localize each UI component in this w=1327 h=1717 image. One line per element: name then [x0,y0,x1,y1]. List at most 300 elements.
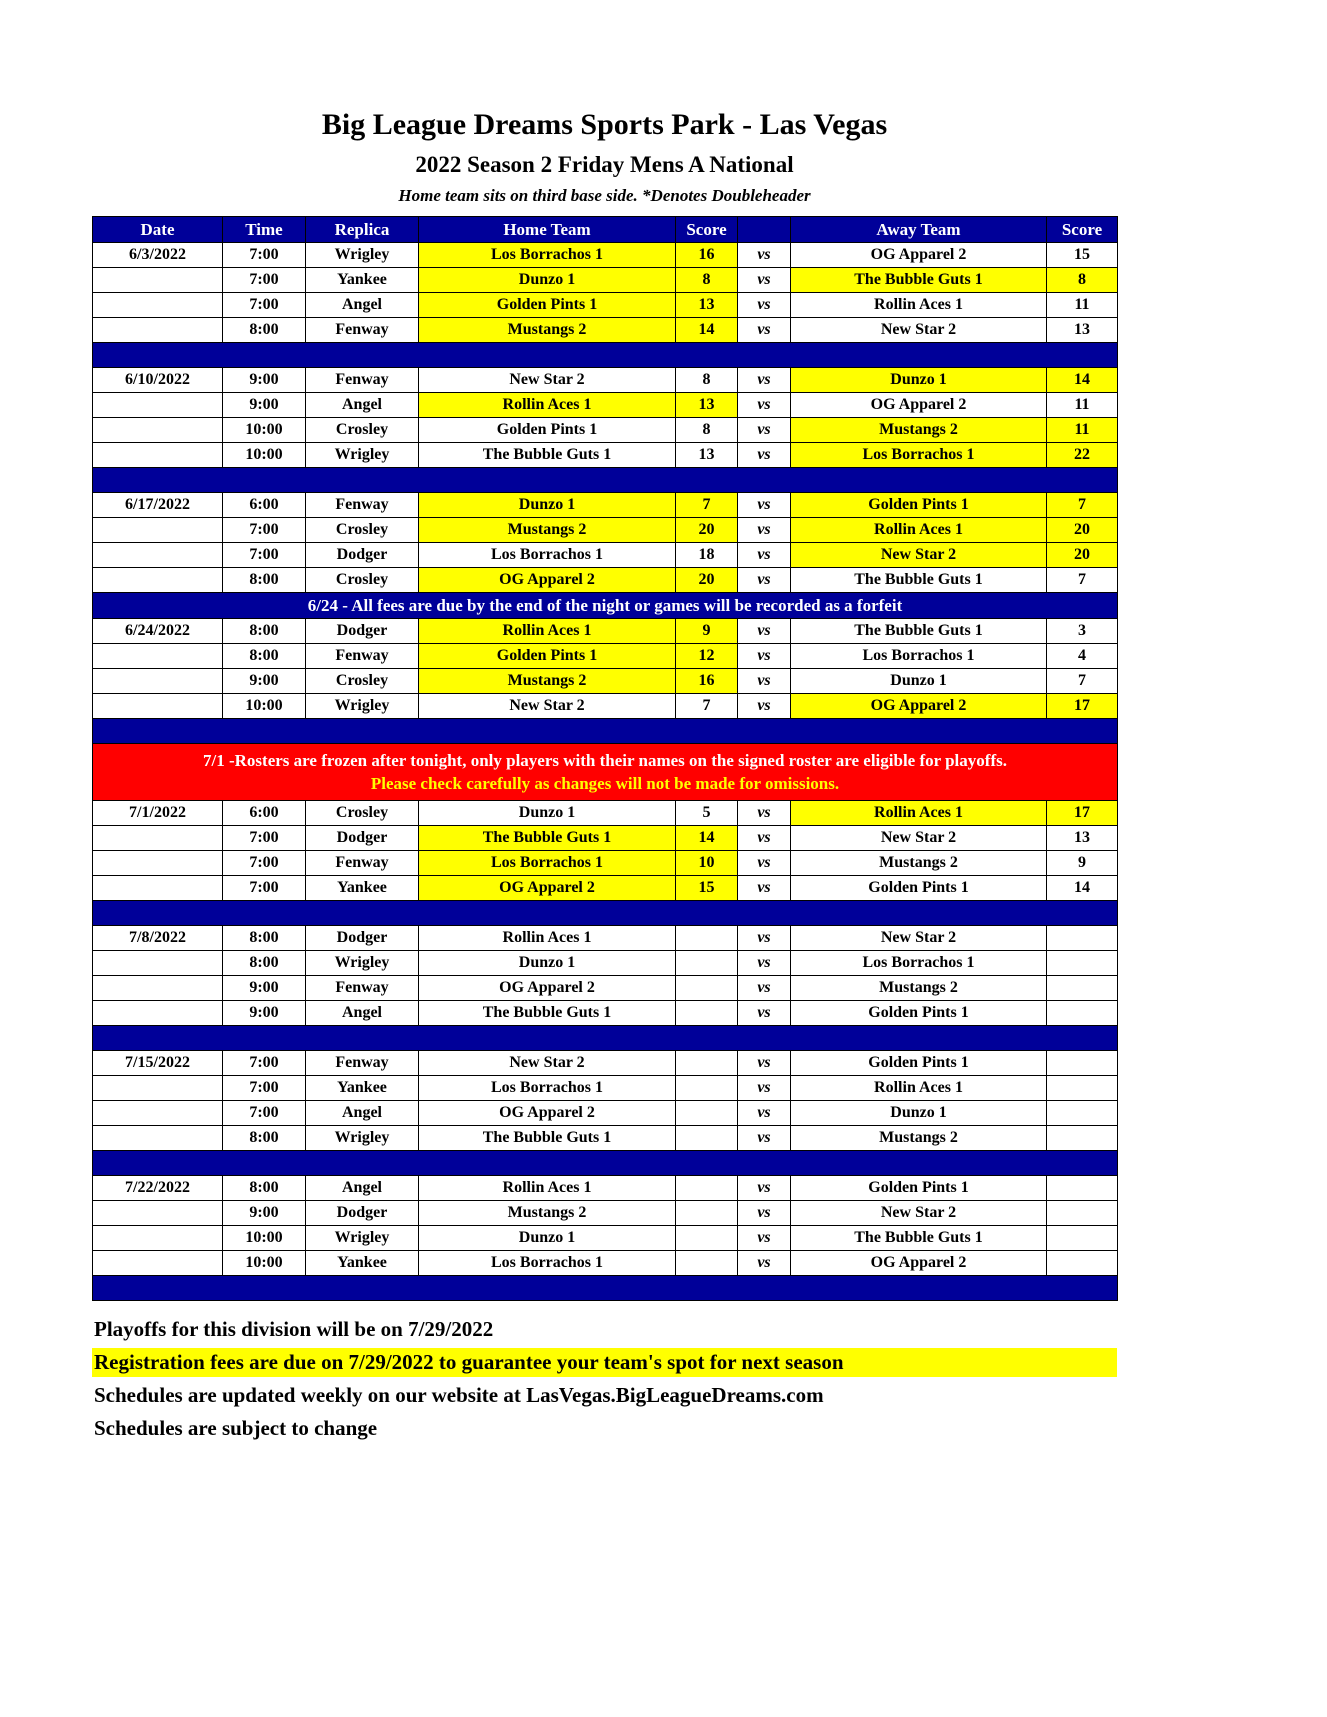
home-score-cell: 8 [676,418,738,443]
fees-banner-row [93,593,1118,619]
game-row [93,694,1118,719]
time-cell: 9:00 [223,393,306,418]
vs-label: vs [738,443,791,468]
away-team-cell: Los Borrachos 1 [791,951,1047,976]
game-row [93,826,1118,851]
home-team-cell: Mustangs 2 [419,669,676,694]
away-score-cell [1047,951,1118,976]
time-cell: 7:00 [223,543,306,568]
home-team-cell: Dunzo 1 [419,1226,676,1251]
home-score-cell: 8 [676,368,738,393]
vs-label: vs [738,976,791,1001]
replica-cell: Fenway [306,1051,419,1076]
vs-label: vs [738,644,791,669]
away-score-cell: 7 [1047,669,1118,694]
away-score-cell: 7 [1047,568,1118,593]
away-score-cell: 22 [1047,443,1118,468]
home-team-cell: Golden Pints 1 [419,418,676,443]
vs-label: vs [738,318,791,343]
time-cell: 8:00 [223,1176,306,1201]
replica-cell: Yankee [306,1251,419,1276]
game-row [93,443,1118,468]
replica-cell: Yankee [306,1076,419,1101]
away-score-cell [1047,926,1118,951]
vs-label: vs [738,826,791,851]
home-score-cell [676,951,738,976]
separator-cell [93,1151,1118,1176]
home-score-cell [676,976,738,1001]
time-cell: 7:00 [223,293,306,318]
home-team-cell: Mustangs 2 [419,518,676,543]
away-team-cell: New Star 2 [791,826,1047,851]
home-team-cell: Rollin Aces 1 [419,619,676,644]
date-cell: 6/10/2022 [93,368,223,393]
home-team-cell: OG Apparel 2 [419,1101,676,1126]
vs-label: vs [738,368,791,393]
replica-cell: Crosley [306,518,419,543]
game-row [93,851,1118,876]
schedule-content [92,0,1117,1443]
schedule-table [92,216,1118,1301]
replica-cell: Angel [306,1176,419,1201]
header-home-score: Score [676,217,738,243]
home-score-cell [676,1001,738,1026]
home-team-cell: OG Apparel 2 [419,876,676,901]
away-score-cell [1047,976,1118,1001]
home-team-cell: Dunzo 1 [419,268,676,293]
separator-row [93,719,1118,744]
home-score-cell: 13 [676,293,738,318]
replica-cell: Wrigley [306,443,419,468]
header-vs-spacer [738,217,791,243]
away-team-cell: Dunzo 1 [791,669,1047,694]
home-team-cell: Golden Pints 1 [419,644,676,669]
date-cell [93,694,223,719]
home-score-cell: 13 [676,443,738,468]
vs-label: vs [738,1126,791,1151]
time-cell: 7:00 [223,1051,306,1076]
home-team-cell: OG Apparel 2 [419,568,676,593]
away-score-cell [1047,1126,1118,1151]
time-cell: 10:00 [223,1226,306,1251]
home-score-cell: 16 [676,669,738,694]
roster-freeze-line1: 7/1 -Rosters are frozen after tonight, only players with their names on the signed roster are eligible for playoffs. [203,750,1007,770]
date-cell [93,669,223,694]
game-row [93,876,1118,901]
away-team-cell: The Bubble Guts 1 [791,619,1047,644]
game-row [93,493,1118,518]
away-team-cell: Mustangs 2 [791,976,1047,1001]
away-score-cell [1047,1226,1118,1251]
separator-row [93,1151,1118,1176]
away-score-cell: 3 [1047,619,1118,644]
game-row [93,1226,1118,1251]
home-team-cell: Rollin Aces 1 [419,1176,676,1201]
away-team-cell: Mustangs 2 [791,1126,1047,1151]
replica-cell: Fenway [306,976,419,1001]
away-team-cell: Los Borrachos 1 [791,644,1047,669]
vs-label: vs [738,543,791,568]
date-cell [93,268,223,293]
home-score-cell: 20 [676,568,738,593]
separator-row [93,1026,1118,1051]
home-score-cell: 15 [676,876,738,901]
vs-label: vs [738,851,791,876]
game-row [93,293,1118,318]
header-away-team: Away Team [791,217,1047,243]
away-team-cell: New Star 2 [791,318,1047,343]
separator-cell [93,1026,1118,1051]
game-row [93,801,1118,826]
separator-row [93,901,1118,926]
replica-cell: Crosley [306,669,419,694]
replica-cell: Dodger [306,543,419,568]
home-score-cell [676,1176,738,1201]
game-row [93,1101,1118,1126]
page-title: Big League Dreams Sports Park - Las Vegas [321,108,888,141]
time-cell: 7:00 [223,1076,306,1101]
vs-label: vs [738,493,791,518]
time-cell: 8:00 [223,951,306,976]
home-score-cell: 7 [676,493,738,518]
away-team-cell: OG Apparel 2 [791,1251,1047,1276]
away-team-cell: Golden Pints 1 [791,1176,1047,1201]
home-score-cell: 12 [676,644,738,669]
replica-cell: Wrigley [306,951,419,976]
game-row [93,1126,1118,1151]
home-score-cell: 8 [676,268,738,293]
away-team-cell: Golden Pints 1 [791,493,1047,518]
home-score-cell: 7 [676,694,738,719]
game-row [93,619,1118,644]
roster-freeze-line2: Please check carefully as changes will not be made for omissions. [370,773,840,793]
home-team-cell: The Bubble Guts 1 [419,1126,676,1151]
date-cell [93,1076,223,1101]
home-score-cell [676,1051,738,1076]
game-row [93,318,1118,343]
away-team-cell: Rollin Aces 1 [791,293,1047,318]
away-score-cell: 14 [1047,876,1118,901]
home-team-cell: Dunzo 1 [419,951,676,976]
game-row [93,518,1118,543]
home-team-cell: New Star 2 [419,368,676,393]
date-cell [93,393,223,418]
game-row [93,926,1118,951]
date-cell [93,1001,223,1026]
time-cell: 10:00 [223,443,306,468]
time-cell: 9:00 [223,368,306,393]
home-team-cell: New Star 2 [419,694,676,719]
home-team-cell: Los Borrachos 1 [419,851,676,876]
date-cell [93,293,223,318]
away-score-cell: 17 [1047,801,1118,826]
vs-label: vs [738,1226,791,1251]
home-score-cell [676,1101,738,1126]
home-team-cell: Mustangs 2 [419,1201,676,1226]
replica-cell: Angel [306,293,419,318]
home-team-cell: The Bubble Guts 1 [419,1001,676,1026]
away-score-cell: 20 [1047,543,1118,568]
game-row [93,1076,1118,1101]
game-row [93,368,1118,393]
subject-to-change-note: Schedules are subject to change [94,1416,378,1440]
away-score-cell [1047,1101,1118,1126]
roster-freeze-banner-row [93,744,1118,801]
away-team-cell: Rollin Aces 1 [791,1076,1047,1101]
home-team-note: Home team sits on third base side. *Denotes Doubleheader [398,186,811,205]
home-score-cell: 14 [676,318,738,343]
replica-cell: Wrigley [306,243,419,268]
vs-label: vs [738,876,791,901]
time-cell: 9:00 [223,976,306,1001]
date-cell [93,1101,223,1126]
header-date: Date [93,217,223,243]
vs-label: vs [738,1176,791,1201]
date-cell: 7/22/2022 [93,1176,223,1201]
away-score-cell [1047,1076,1118,1101]
replica-cell: Dodger [306,1201,419,1226]
date-cell: 7/1/2022 [93,801,223,826]
date-cell: 6/24/2022 [93,619,223,644]
home-score-cell: 14 [676,826,738,851]
separator-row [93,343,1118,368]
away-score-cell: 15 [1047,243,1118,268]
replica-cell: Fenway [306,644,419,669]
away-team-cell: Los Borrachos 1 [791,443,1047,468]
vs-label: vs [738,243,791,268]
vs-label: vs [738,418,791,443]
away-score-cell: 14 [1047,368,1118,393]
game-row [93,669,1118,694]
home-team-cell: Los Borrachos 1 [419,1076,676,1101]
separator-row [93,468,1118,493]
game-row [93,1001,1118,1026]
website-note: Schedules are updated weekly on our website at LasVegas.BigLeagueDreams.com [94,1383,824,1407]
table-header-row [93,217,1118,243]
header-away-score: Score [1047,217,1118,243]
replica-cell: Angel [306,1001,419,1026]
away-team-cell: Mustangs 2 [791,851,1047,876]
home-team-cell: OG Apparel 2 [419,976,676,1001]
away-score-cell [1047,1251,1118,1276]
time-cell: 8:00 [223,926,306,951]
away-score-cell [1047,1051,1118,1076]
game-row [93,1176,1118,1201]
replica-cell: Crosley [306,568,419,593]
away-team-cell: New Star 2 [791,543,1047,568]
game-row [93,1251,1118,1276]
replica-cell: Wrigley [306,1126,419,1151]
home-team-cell: The Bubble Guts 1 [419,826,676,851]
home-team-cell: The Bubble Guts 1 [419,443,676,468]
away-team-cell: Dunzo 1 [791,1101,1047,1126]
game-row [93,568,1118,593]
replica-cell: Wrigley [306,1226,419,1251]
vs-label: vs [738,951,791,976]
home-score-cell [676,926,738,951]
away-team-cell: OG Apparel 2 [791,694,1047,719]
home-score-cell: 5 [676,801,738,826]
game-row [93,1051,1118,1076]
date-cell: 6/17/2022 [93,493,223,518]
date-cell: 6/3/2022 [93,243,223,268]
time-cell: 10:00 [223,1251,306,1276]
date-cell [93,644,223,669]
replica-cell: Crosley [306,418,419,443]
away-team-cell: Dunzo 1 [791,368,1047,393]
away-score-cell: 11 [1047,393,1118,418]
replica-cell: Dodger [306,826,419,851]
time-cell: 7:00 [223,851,306,876]
date-cell [93,1251,223,1276]
replica-cell: Angel [306,393,419,418]
time-cell: 8:00 [223,1126,306,1151]
home-team-cell: New Star 2 [419,1051,676,1076]
away-team-cell: OG Apparel 2 [791,393,1047,418]
vs-label: vs [738,669,791,694]
date-cell [93,826,223,851]
footer [92,1315,1117,1443]
home-team-cell: Mustangs 2 [419,318,676,343]
game-row [93,644,1118,669]
date-cell [93,1201,223,1226]
header-replica: Replica [306,217,419,243]
away-team-cell: Rollin Aces 1 [791,518,1047,543]
game-row [93,1201,1118,1226]
away-score-cell: 13 [1047,826,1118,851]
time-cell: 9:00 [223,669,306,694]
home-team-cell: Golden Pints 1 [419,293,676,318]
date-cell [93,418,223,443]
away-score-cell [1047,1001,1118,1026]
vs-label: vs [738,568,791,593]
schedule-body [93,243,1118,1301]
vs-label: vs [738,1201,791,1226]
separator-cell [93,343,1118,368]
home-team-cell: Rollin Aces 1 [419,393,676,418]
time-cell: 10:00 [223,418,306,443]
separator-cell [93,901,1118,926]
replica-cell: Yankee [306,268,419,293]
vs-label: vs [738,694,791,719]
away-team-cell: New Star 2 [791,1201,1047,1226]
separator-row [93,1276,1118,1301]
date-cell: 7/8/2022 [93,926,223,951]
away-score-cell: 8 [1047,268,1118,293]
separator-cell [93,719,1118,744]
date-cell [93,543,223,568]
home-score-cell [676,1076,738,1101]
game-row [93,951,1118,976]
date-cell [93,568,223,593]
date-cell [93,443,223,468]
fees-banner-text: 6/24 - All fees are due by the end of the night or games will be recorded as a forfeit [93,593,1118,619]
date-cell [93,876,223,901]
home-score-cell: 16 [676,243,738,268]
replica-cell: Dodger [306,619,419,644]
time-cell: 7:00 [223,1101,306,1126]
time-cell: 8:00 [223,568,306,593]
date-cell [93,976,223,1001]
home-score-cell: 20 [676,518,738,543]
home-score-cell [676,1201,738,1226]
replica-cell: Fenway [306,318,419,343]
vs-label: vs [738,801,791,826]
header-home-team: Home Team [419,217,676,243]
home-score-cell: 13 [676,393,738,418]
vs-label: vs [738,1001,791,1026]
replica-cell: Crosley [306,801,419,826]
away-score-cell: 11 [1047,418,1118,443]
home-team-cell: Dunzo 1 [419,493,676,518]
home-score-cell: 9 [676,619,738,644]
date-cell [93,951,223,976]
season-subtitle: 2022 Season 2 Friday Mens A National [415,152,794,177]
vs-label: vs [738,1076,791,1101]
away-team-cell: The Bubble Guts 1 [791,1226,1047,1251]
home-team-cell: Rollin Aces 1 [419,926,676,951]
time-cell: 8:00 [223,318,306,343]
time-cell: 9:00 [223,1201,306,1226]
vs-label: vs [738,1101,791,1126]
home-score-cell: 10 [676,851,738,876]
away-score-cell: 13 [1047,318,1118,343]
replica-cell: Fenway [306,368,419,393]
replica-cell: Dodger [306,926,419,951]
roster-freeze-banner-cell [93,744,1118,801]
game-row [93,543,1118,568]
away-score-cell: 4 [1047,644,1118,669]
vs-label: vs [738,1051,791,1076]
home-score-cell [676,1251,738,1276]
vs-label: vs [738,518,791,543]
separator-cell [93,1276,1118,1301]
time-cell: 10:00 [223,694,306,719]
game-row [93,243,1118,268]
away-score-cell [1047,1176,1118,1201]
away-team-cell: Mustangs 2 [791,418,1047,443]
away-team-cell: New Star 2 [791,926,1047,951]
away-score-cell: 20 [1047,518,1118,543]
away-score-cell: 17 [1047,694,1118,719]
date-cell: 7/15/2022 [93,1051,223,1076]
away-team-cell: Golden Pints 1 [791,876,1047,901]
registration-note: Registration fees are due on 7/29/2022 to guarantee your team's spot for next season [92,1348,1117,1377]
away-team-cell: The Bubble Guts 1 [791,268,1047,293]
home-team-cell: Los Borrachos 1 [419,243,676,268]
date-cell [93,318,223,343]
away-score-cell: 9 [1047,851,1118,876]
home-score-cell: 18 [676,543,738,568]
time-cell: 6:00 [223,801,306,826]
replica-cell: Fenway [306,851,419,876]
away-score-cell: 11 [1047,293,1118,318]
replica-cell: Wrigley [306,694,419,719]
home-team-cell: Dunzo 1 [419,801,676,826]
away-score-cell: 7 [1047,493,1118,518]
vs-label: vs [738,926,791,951]
time-cell: 8:00 [223,644,306,669]
home-score-cell [676,1126,738,1151]
vs-label: vs [738,393,791,418]
replica-cell: Fenway [306,493,419,518]
time-cell: 7:00 [223,826,306,851]
game-row [93,976,1118,1001]
game-row [93,393,1118,418]
home-team-cell: Los Borrachos 1 [419,543,676,568]
time-cell: 7:00 [223,876,306,901]
away-team-cell: OG Apparel 2 [791,243,1047,268]
